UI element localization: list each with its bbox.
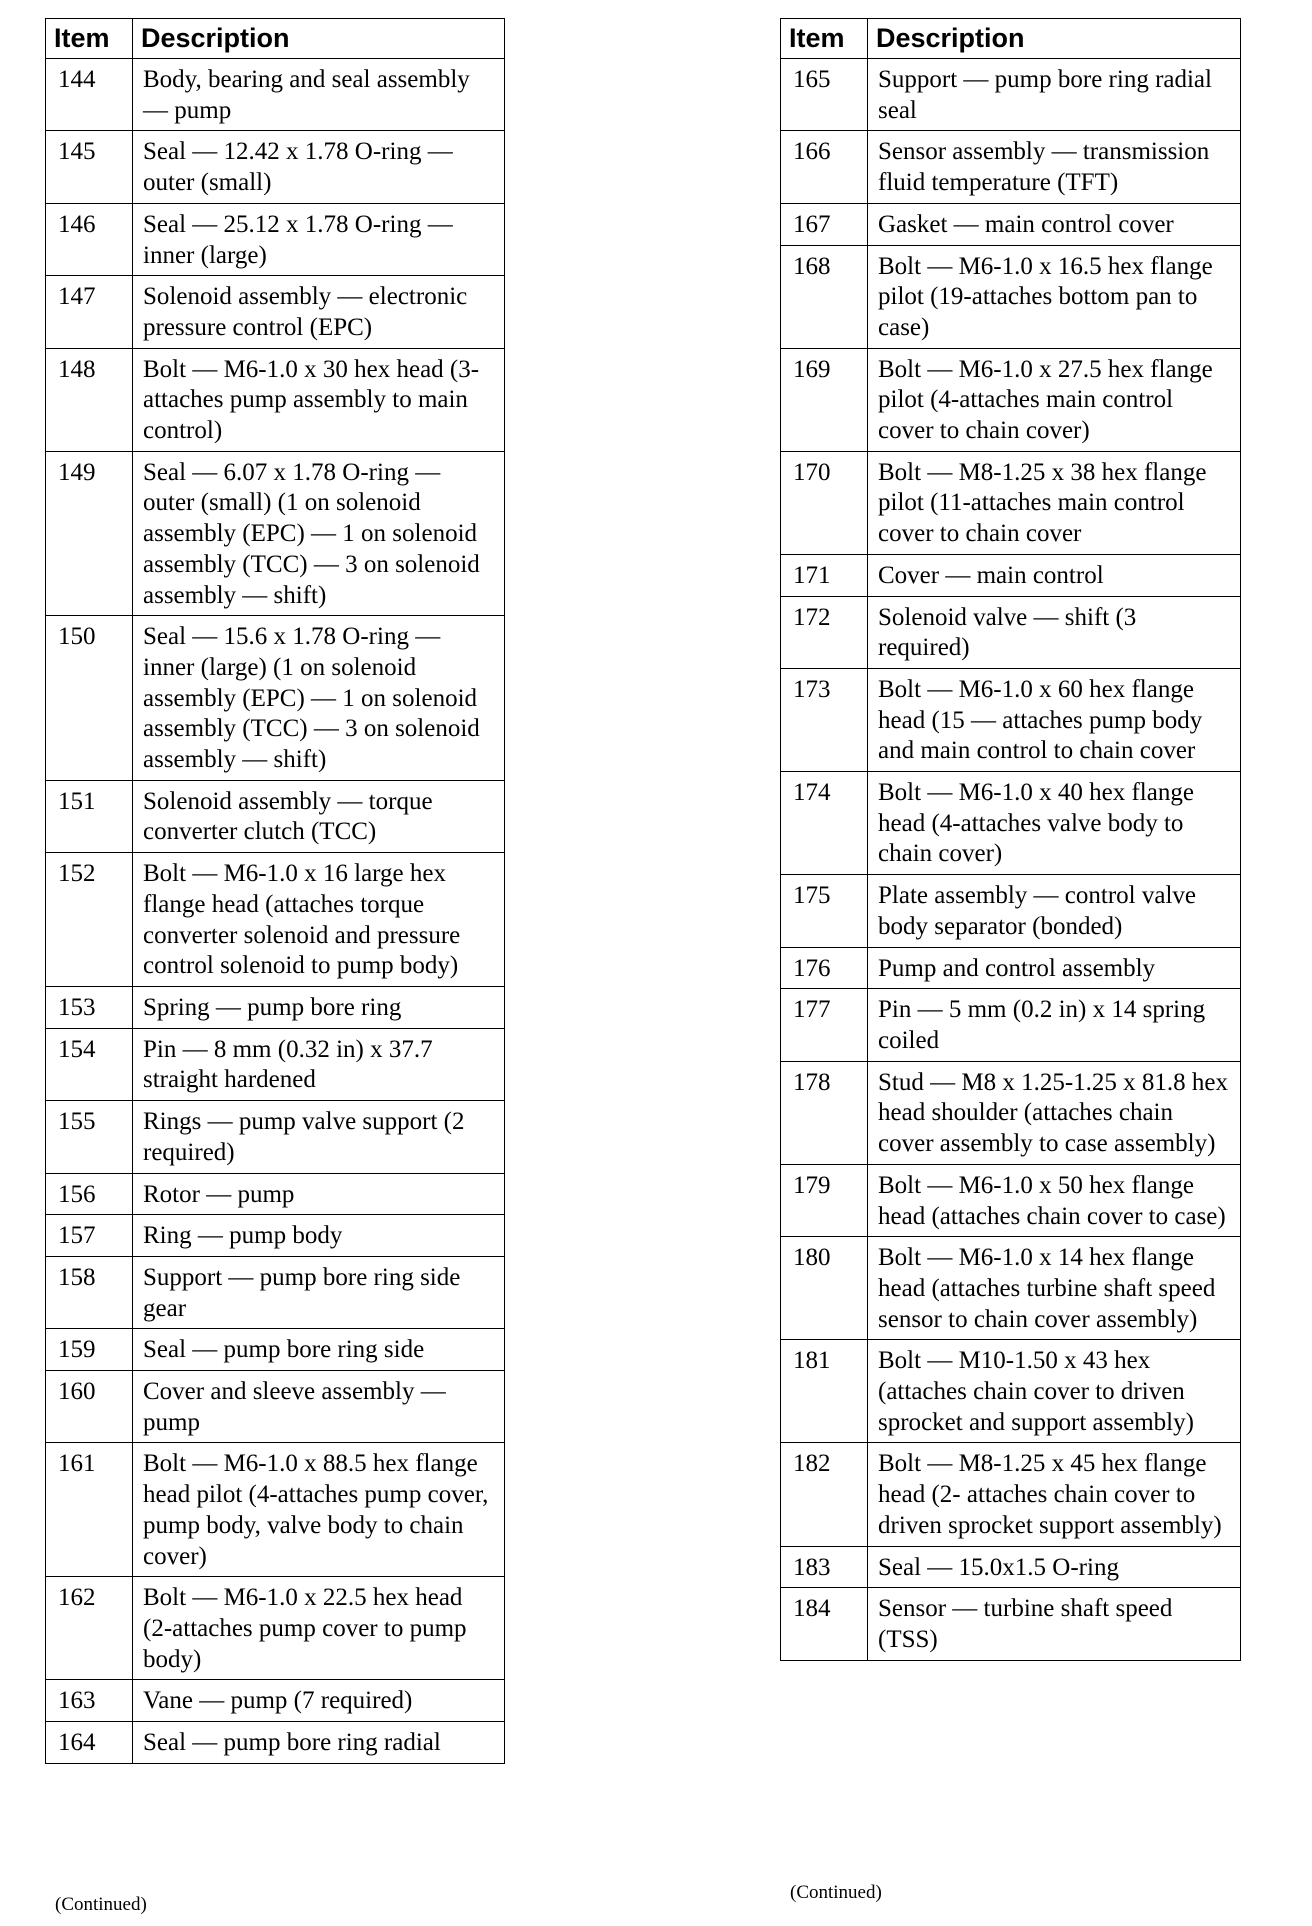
item-description: Rings — pump valve support (2 required)	[133, 1101, 505, 1173]
item-description: Pump and control assembly	[868, 947, 1241, 989]
table-row	[781, 989, 1241, 1061]
item-description: Bolt — M6-1.0 x 16 large hex flange head (attaches torque converter solenoid and pressure control solenoid to pump body)	[133, 853, 505, 987]
item-description: Seal — 25.12 x 1.78 O-ring — inner (large)	[133, 203, 505, 275]
item-number: 179	[781, 1164, 868, 1236]
item-description: Gasket — main control cover	[868, 203, 1241, 245]
item-description: Rotor — pump	[133, 1173, 505, 1215]
item-description: Bolt — M10-1.50 x 43 hex (attaches chain cover to driven sprocket and support assembly)	[868, 1340, 1241, 1443]
item-description: Cover — main control	[868, 554, 1241, 596]
table-row	[46, 616, 505, 781]
parts-table-right	[780, 18, 1241, 1661]
item-number: 180	[781, 1237, 868, 1340]
table-row	[46, 276, 505, 348]
item-description: Sensor assembly — transmission fluid temperature (TFT)	[868, 131, 1241, 203]
item-description: Ring — pump body	[133, 1215, 505, 1257]
table-row	[781, 1588, 1241, 1660]
table-row	[46, 1722, 505, 1764]
item-number: 144	[46, 59, 133, 131]
item-description: Bolt — M6-1.0 x 60 hex flange head (15 — attaches pump body and main control to chain cover	[868, 668, 1241, 771]
item-description: Seal — 15.0x1.5 O-ring	[868, 1546, 1241, 1588]
item-column-header: Item	[46, 19, 133, 59]
item-description: Support — pump bore ring radial seal	[868, 59, 1241, 131]
table-row	[46, 1680, 505, 1722]
item-description: Support — pump bore ring side gear	[133, 1256, 505, 1328]
item-number: 150	[46, 616, 133, 781]
item-number: 168	[781, 245, 868, 348]
item-number: 158	[46, 1256, 133, 1328]
table-row	[781, 772, 1241, 875]
item-number: 161	[46, 1443, 133, 1577]
table-row	[781, 348, 1241, 451]
table-row	[46, 203, 505, 275]
table-row	[46, 451, 505, 616]
item-description: Bolt — M6-1.0 x 27.5 hex flange pilot (4-attaches main control cover to chain cover)	[868, 348, 1241, 451]
item-number: 176	[781, 947, 868, 989]
item-number: 160	[46, 1371, 133, 1443]
item-number: 173	[781, 668, 868, 771]
table-header-row	[46, 19, 505, 59]
table-row	[46, 1577, 505, 1680]
item-description: Pin — 8 mm (0.32 in) x 37.7 straight hardened	[133, 1028, 505, 1100]
table-row	[46, 1215, 505, 1257]
item-number: 148	[46, 348, 133, 451]
item-description: Solenoid valve — shift (3 required)	[868, 596, 1241, 668]
continued-note-right: (Continued)	[790, 1882, 882, 1903]
table-row	[781, 596, 1241, 668]
table-row	[46, 1329, 505, 1371]
item-number: 159	[46, 1329, 133, 1371]
item-number: 175	[781, 875, 868, 947]
item-description: Bolt — M8-1.25 x 38 hex flange pilot (11-attaches main control cover to chain cover	[868, 451, 1241, 554]
table-row	[46, 1256, 505, 1328]
table-row	[781, 875, 1241, 947]
item-number: 149	[46, 451, 133, 616]
item-description: Stud — M8 x 1.25-1.25 x 81.8 hex head shoulder (attaches chain cover assembly to case assembly)	[868, 1061, 1241, 1164]
item-description: Bolt — M6-1.0 x 14 hex flange head (attaches turbine shaft speed sensor to chain cover assembly)	[868, 1237, 1241, 1340]
item-description: Vane — pump (7 required)	[133, 1680, 505, 1722]
table-row	[781, 245, 1241, 348]
item-description: Bolt — M6-1.0 x 40 hex flange head (4-attaches valve body to chain cover)	[868, 772, 1241, 875]
parts-table-left-column	[45, 18, 505, 1764]
item-number: 166	[781, 131, 868, 203]
item-number: 157	[46, 1215, 133, 1257]
table-row	[781, 451, 1241, 554]
item-number: 155	[46, 1101, 133, 1173]
item-description: Seal — 12.42 x 1.78 O-ring — outer (small)	[133, 131, 505, 203]
item-description: Bolt — M6-1.0 x 16.5 hex flange pilot (19-attaches bottom pan to case)	[868, 245, 1241, 348]
item-number: 145	[46, 131, 133, 203]
item-description: Seal — pump bore ring radial	[133, 1722, 505, 1764]
item-number: 167	[781, 203, 868, 245]
item-number: 182	[781, 1443, 868, 1546]
item-description: Plate assembly — control valve body separator (bonded)	[868, 875, 1241, 947]
table-row	[46, 1173, 505, 1215]
table-row	[46, 1443, 505, 1577]
table-row	[46, 131, 505, 203]
item-description: Spring — pump bore ring	[133, 986, 505, 1028]
description-column-header: Description	[868, 19, 1241, 59]
item-number: 147	[46, 276, 133, 348]
item-number: 165	[781, 59, 868, 131]
item-number: 172	[781, 596, 868, 668]
table-row	[46, 1028, 505, 1100]
item-number: 174	[781, 772, 868, 875]
table-row	[46, 853, 505, 987]
item-number: 152	[46, 853, 133, 987]
item-description: Solenoid assembly — torque converter clutch (TCC)	[133, 780, 505, 852]
table-row	[46, 1371, 505, 1443]
item-number: 163	[46, 1680, 133, 1722]
item-number: 183	[781, 1546, 868, 1588]
item-description: Bolt — M8-1.25 x 45 hex flange head (2- attaches chain cover to driven sprocket support assembly)	[868, 1443, 1241, 1546]
item-description: Seal — 6.07 x 1.78 O-ring — outer (small) (1 on solenoid assembly (EPC) — 1 on solenoid assembly (TCC) — 3 on solenoid assembly — shift)	[133, 451, 505, 616]
table-row	[46, 986, 505, 1028]
table-row	[781, 1061, 1241, 1164]
item-description: Solenoid assembly — electronic pressure control (EPC)	[133, 276, 505, 348]
item-description: Seal — pump bore ring side	[133, 1329, 505, 1371]
table-row	[781, 1443, 1241, 1546]
table-row	[46, 780, 505, 852]
item-number: 153	[46, 986, 133, 1028]
item-column-header: Item	[781, 19, 868, 59]
item-description: Sensor — turbine shaft speed (TSS)	[868, 1588, 1241, 1660]
table-row	[781, 59, 1241, 131]
item-description: Seal — 15.6 x 1.78 O-ring — inner (large) (1 on solenoid assembly (EPC) — 1 on solenoid assembly (TCC) — 3 on solenoid assembly — shift)	[133, 616, 505, 781]
table-row	[46, 348, 505, 451]
table-row	[781, 1340, 1241, 1443]
table-row	[46, 59, 505, 131]
item-description: Pin — 5 mm (0.2 in) x 14 spring coiled	[868, 989, 1241, 1061]
table-header-row	[781, 19, 1241, 59]
item-number: 171	[781, 554, 868, 596]
item-number: 181	[781, 1340, 868, 1443]
description-column-header: Description	[133, 19, 505, 59]
item-number: 146	[46, 203, 133, 275]
table-row	[781, 1546, 1241, 1588]
table-row	[781, 1237, 1241, 1340]
table-row	[781, 131, 1241, 203]
parts-table-right-column	[780, 18, 1241, 1661]
item-description: Body, bearing and seal assembly — pump	[133, 59, 505, 131]
item-number: 184	[781, 1588, 868, 1660]
parts-table-left	[45, 18, 505, 1764]
table-row	[781, 1164, 1241, 1236]
item-description: Bolt — M6-1.0 x 50 hex flange head (attaches chain cover to case)	[868, 1164, 1241, 1236]
item-number: 170	[781, 451, 868, 554]
item-description: Cover and sleeve assembly — pump	[133, 1371, 505, 1443]
table-row	[781, 947, 1241, 989]
table-row	[46, 1101, 505, 1173]
table-row	[781, 668, 1241, 771]
item-description: Bolt — M6-1.0 x 30 hex head (3-attaches pump assembly to main control)	[133, 348, 505, 451]
item-description: Bolt — M6-1.0 x 88.5 hex flange head pilot (4-attaches pump cover, pump body, valve body to chain cover)	[133, 1443, 505, 1577]
item-number: 177	[781, 989, 868, 1061]
item-description: Bolt — M6-1.0 x 22.5 hex head (2-attaches pump cover to pump body)	[133, 1577, 505, 1680]
item-number: 156	[46, 1173, 133, 1215]
table-row	[781, 203, 1241, 245]
item-number: 169	[781, 348, 868, 451]
continued-note-left: (Continued)	[55, 1894, 147, 1915]
item-number: 151	[46, 780, 133, 852]
table-row	[781, 554, 1241, 596]
item-number: 154	[46, 1028, 133, 1100]
item-number: 178	[781, 1061, 868, 1164]
item-number: 162	[46, 1577, 133, 1680]
item-number: 164	[46, 1722, 133, 1764]
